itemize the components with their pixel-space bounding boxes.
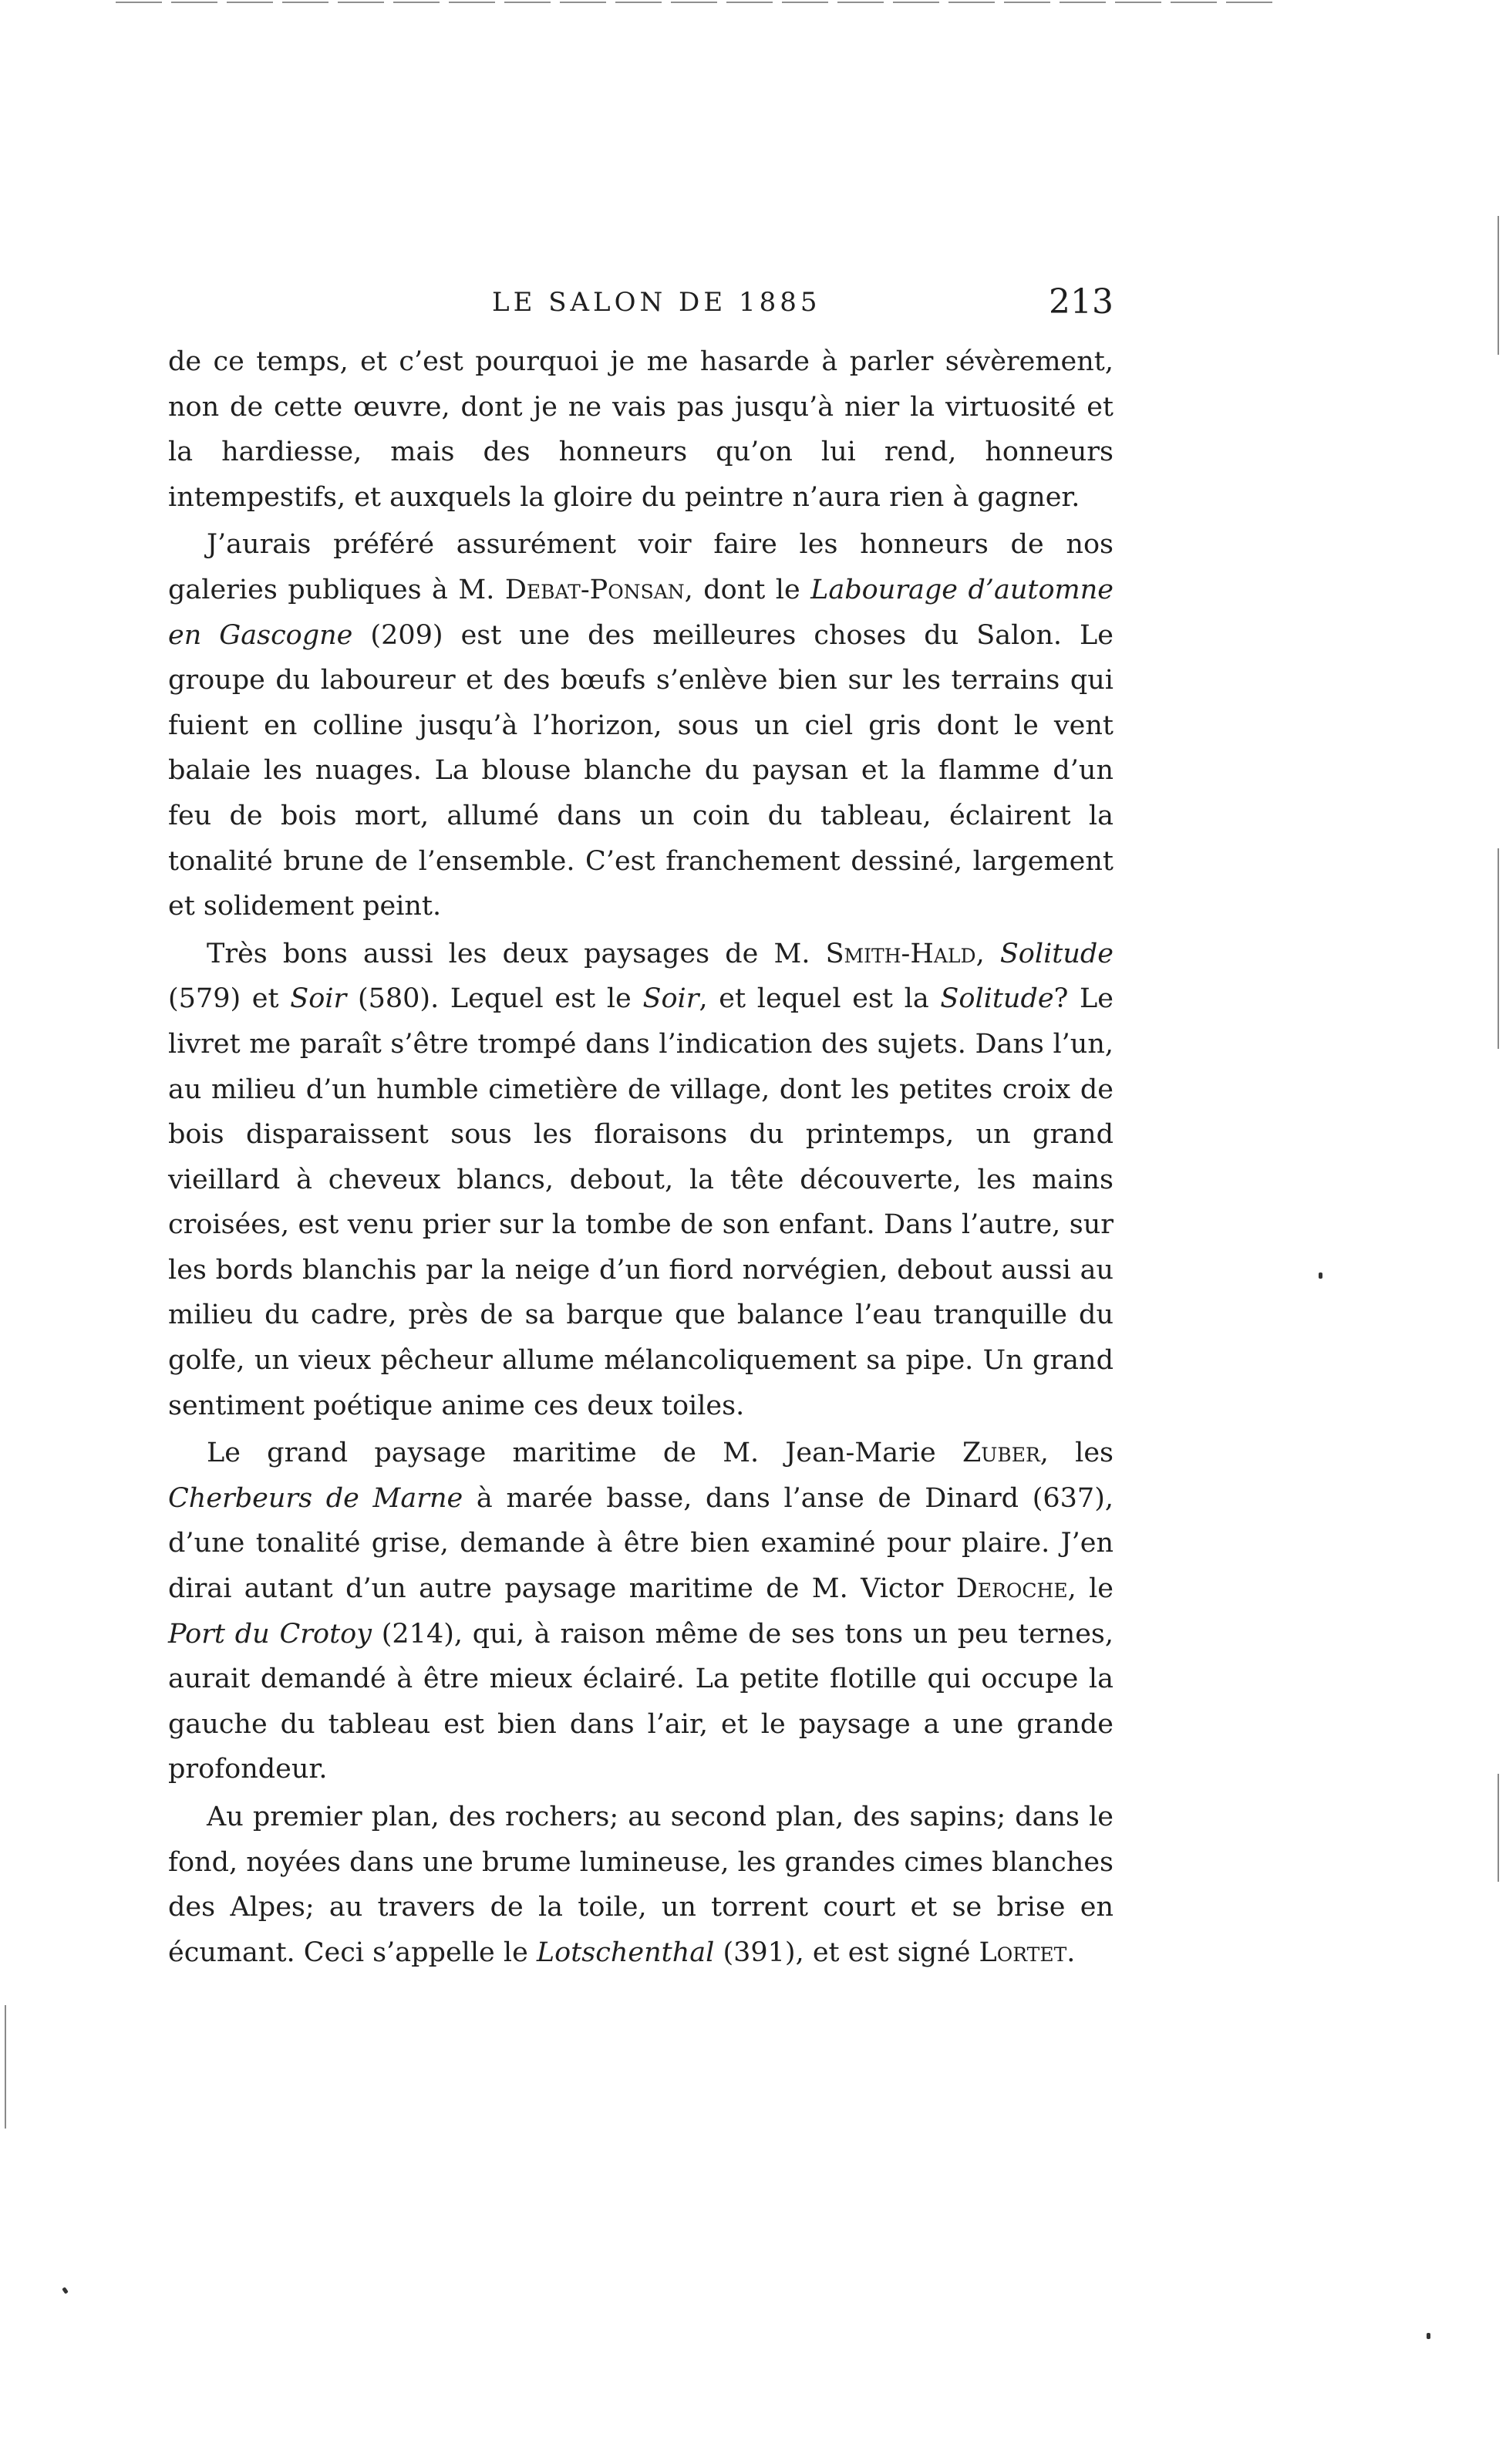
page-header (168, 279, 1113, 325)
text-run: à marée basse, dans l’anse de Dinard (637), d’une tonalité grise, demande à être bien examiné pour plaire. J’en dirai autant d’un autre paysage maritime de M. Victor (168, 1482, 1113, 1605)
text-run: J’aurais préféré assurément voir faire les honneurs de nos galeries publiques à M. (168, 529, 1113, 605)
text-run: , le (1067, 1573, 1113, 1605)
text-run: (209) est une des meilleures choses du Salon. Le groupe du laboureur et des bœufs s’enlève bien sur les terrains qui fuient en colline jusqu’à l’horizon, sous un ciel gris dont le vent balaie les nuages. La blouse blanche du paysan et la flamme d’un feu de bois mort, allumé dans un coin du tableau, éclairent la tonalité brune de l’ensemble. C’est franchement dessiné, largement et solidement peint. (168, 619, 1114, 922)
text-run: de ce temps, et c’est pourquoi je me hasarde à parler sévèrement, non de cette œuvre, dont je ne vais pas jusqu’à nier la virtuosité et la hardiesse, mais des honneurs qu’on lui rend, honneurs intempestifs, et auxquels la gloire du peintre n’aura rien à gagner. (168, 346, 1113, 513)
text-run: (391), et est signé (714, 1936, 979, 1968)
text-run: , (975, 938, 1000, 969)
speck-mark (1427, 2333, 1430, 2339)
artist-name: Deroche (955, 1573, 1068, 1605)
text-run: Le grand paysage maritime de M. Jean-Marie (207, 1438, 962, 1469)
running-title: LE SALON DE 1885 (492, 287, 821, 318)
speck-mark (1319, 1272, 1322, 1279)
artist-name: Debat-Ponsan (504, 574, 685, 605)
paragraph (168, 1795, 1113, 1975)
right-margin-mark (1498, 216, 1499, 355)
speck-mark (62, 2287, 69, 2294)
text-run: Au premier plan, des rochers; au second plan, des sapins; dans le fond, noyées dans une brume lumineuse, les grandes cimes blanches des Alpes; au travers de la toile, un torrent court et se brise en écumant. Ceci s’appelle le (168, 1802, 1113, 1968)
artist-name: Zuber (962, 1438, 1040, 1469)
left-margin-mark (5, 2005, 6, 2129)
text-run: (214), qui, à raison même de ses tons un peu ternes, aurait demandé à être mieux éclairé. La petite flotille qui occupe la gauche du tableau est bien dans l’air, et le paysage a une grande profondeur. (168, 1618, 1113, 1785)
italic-title: Soir (290, 983, 347, 1015)
text-run: (580). Lequel est le (346, 983, 643, 1015)
text-run: ? Le livret me paraît s’être trompé dans l’indication des sujets. Dans l’un, au milieu d’un humble cimetière de village, dont les petites croix de bois disparaissent sous les floraisons du printemps, un grand vieillard à cheveux blancs, debout, la tête découverte, les mains croisées, est venu prier sur la tombe de son enfant. Dans l’autre, sur les bords blanchis par la neige d’un fiord norvégien, debout aussi au milieu du cadre, près de sa barque que balance l’eau tranquille du golfe, un vieux pêcheur allume mélancoliquement sa pipe. Un grand sentiment poétique anime ces deux toiles. (168, 983, 1113, 1421)
italic-title: Labourage d’automne en Gascogne (168, 574, 1113, 651)
italic-title: Lotschenthal (536, 1936, 715, 1968)
text-run: , et lequel est la (699, 983, 941, 1015)
page-number: 213 (1049, 282, 1113, 322)
text-run: . (1066, 1936, 1076, 1968)
italic-title: Cherbeurs de Marne (168, 1482, 463, 1514)
text-run: (579) et (168, 983, 291, 1015)
top-scan-rule (116, 2, 1272, 3)
text-run: , dont le (684, 574, 811, 605)
right-margin-mark (1498, 1774, 1499, 1882)
artist-name: Smith-Hald (825, 938, 976, 969)
right-margin-mark (1498, 848, 1499, 1049)
artist-name: Lortet (979, 1936, 1067, 1968)
italic-title: Solitude (999, 938, 1113, 969)
paragraph (168, 522, 1113, 929)
paragraph (168, 339, 1113, 520)
paragraph (168, 932, 1113, 1429)
body-text (168, 339, 1113, 1977)
italic-title: Port du Crotoy (168, 1618, 372, 1650)
paragraph (168, 1431, 1113, 1792)
italic-title: Soir (642, 983, 699, 1015)
text-run: Très bons aussi les deux paysages de M. (207, 938, 826, 969)
text-run: , les (1039, 1438, 1113, 1469)
italic-title: Solitude (940, 983, 1054, 1015)
